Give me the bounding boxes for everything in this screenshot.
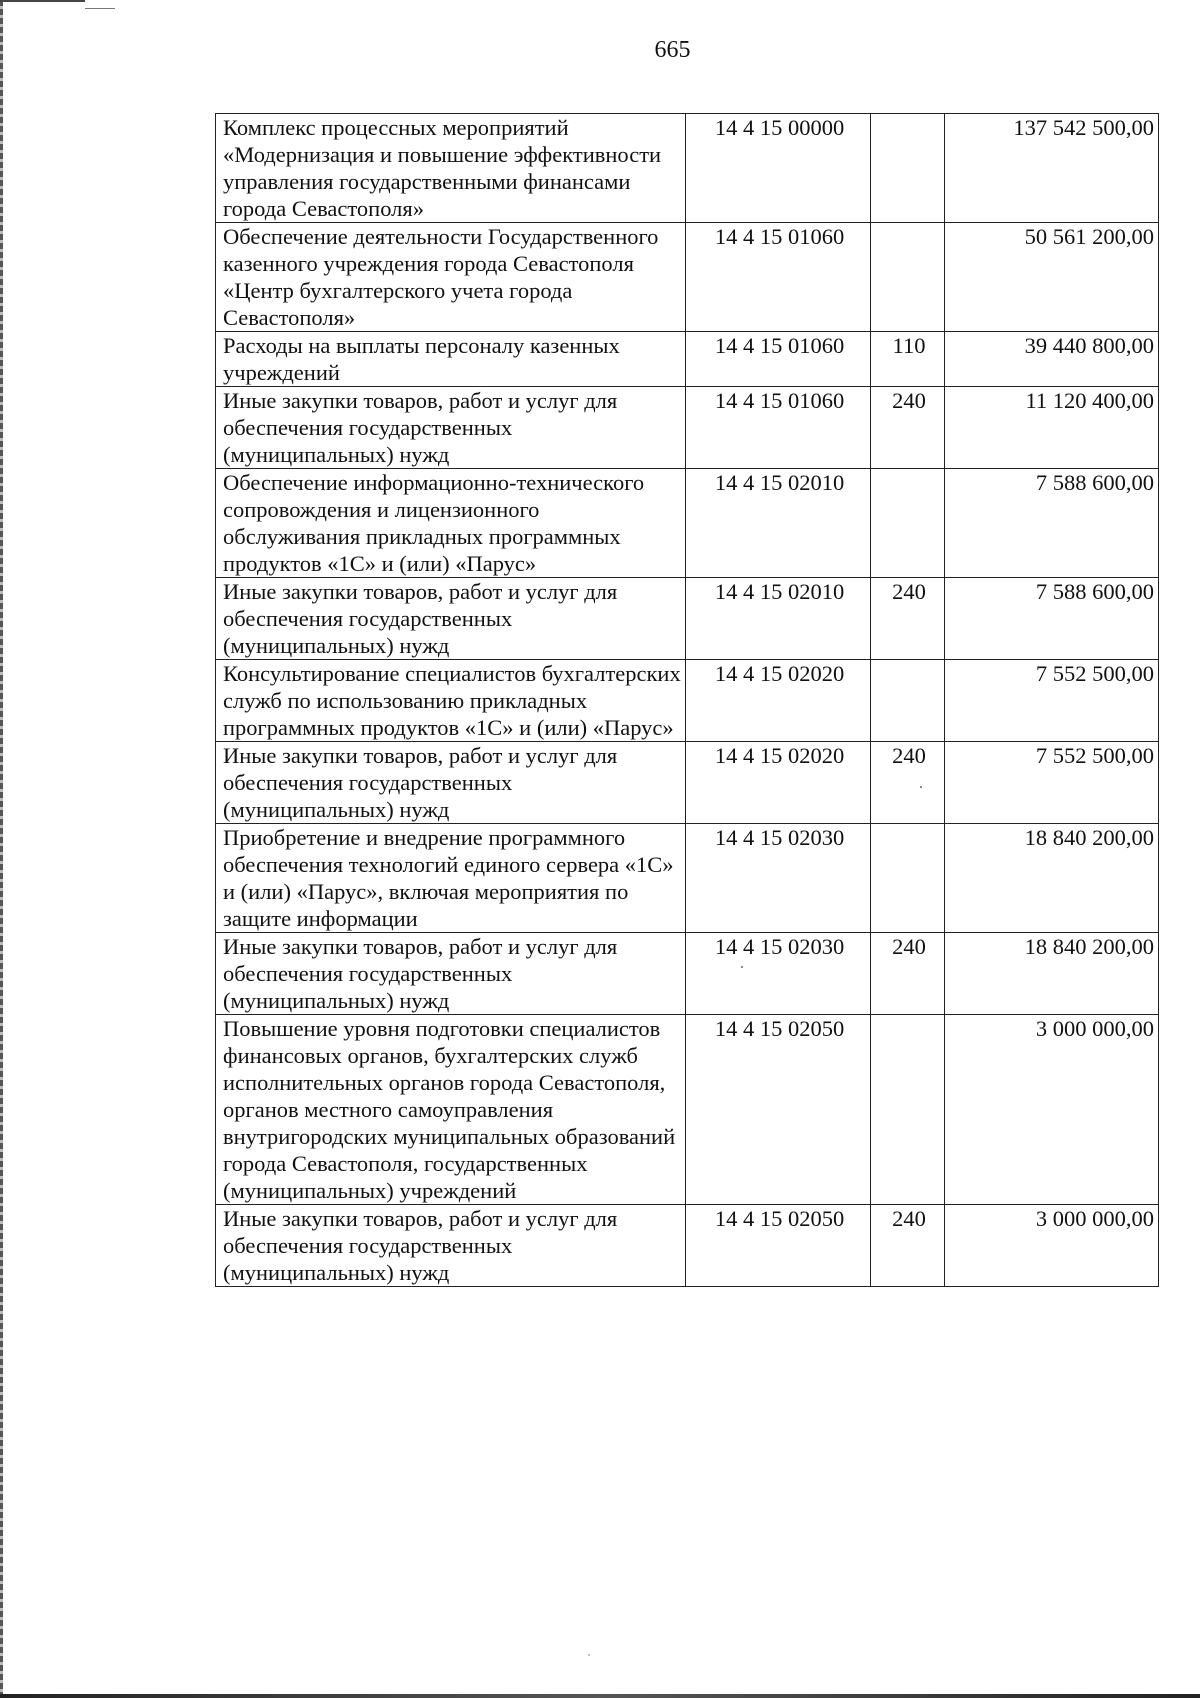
row-code: 14 4 15 01060: [686, 223, 871, 332]
row-expense-type: 240: [871, 1205, 945, 1287]
row-name: Комплекс процессных мероприятий «Модернизация и повышение эффективности управления государственными финансами города Севастополя»: [216, 114, 686, 223]
row-code: 14 4 15 01060: [686, 387, 871, 469]
row-name: Повышение уровня подготовки специалистов финансовых органов, бухгалтерских служб исполнительных органов города Севастополя, органов местного самоуправления внутригородских муниципальных образований города Севастополя, государственных (муниципальных) учреждений: [216, 1015, 686, 1205]
table-row: [216, 578, 1159, 660]
row-expense-type: [871, 223, 945, 332]
scan-speck: [741, 966, 743, 968]
row-expense-type: [871, 114, 945, 223]
row-sum: 18 840 200,00: [945, 824, 1159, 933]
scan-top-mark: [85, 8, 115, 9]
table-row: [216, 933, 1159, 1015]
row-code: 14 4 15 02050: [686, 1015, 871, 1205]
row-sum: 18 840 200,00: [945, 933, 1159, 1015]
row-code: 14 4 15 02050: [686, 1205, 871, 1287]
table-row: [216, 469, 1159, 578]
scan-speck: [588, 1654, 590, 1656]
row-sum: 50 561 200,00: [945, 223, 1159, 332]
row-code: 14 4 15 02010: [686, 469, 871, 578]
budget-table-body: [216, 114, 1159, 1287]
scan-bottom-edge: [0, 1694, 1200, 1698]
row-name: Иные закупки товаров, работ и услуг для обеспечения государственных (муниципальных) нужд: [216, 387, 686, 469]
scan-left-edge: [0, 0, 3, 1698]
row-code: 14 4 15 02030: [686, 824, 871, 933]
row-code: 14 4 15 02020: [686, 742, 871, 824]
row-sum: 7 552 500,00: [945, 660, 1159, 742]
table-row: [216, 332, 1159, 387]
table-row: [216, 1015, 1159, 1205]
row-expense-type: 240: [871, 933, 945, 1015]
table-row: [216, 223, 1159, 332]
row-name: Иные закупки товаров, работ и услуг для обеспечения государственных (муниципальных) нужд: [216, 1205, 686, 1287]
row-name: Приобретение и внедрение программного обеспечения технологий единого сервера «1С» и (или) «Парус», включая мероприятия по защите информации: [216, 824, 686, 933]
row-expense-type: 240: [871, 387, 945, 469]
row-code: 14 4 15 02020: [686, 660, 871, 742]
row-name: Консультирование специалистов бухгалтерских служб по использованию прикладных программных продуктов «1С» и (или) «Парус»: [216, 660, 686, 742]
row-sum: 3 000 000,00: [945, 1015, 1159, 1205]
table-row: [216, 387, 1159, 469]
row-sum: 7 588 600,00: [945, 469, 1159, 578]
page-number: 665: [654, 37, 691, 63]
row-name: Иные закупки товаров, работ и услуг для обеспечения государственных (муниципальных) нужд: [216, 578, 686, 660]
row-sum: 7 588 600,00: [945, 578, 1159, 660]
row-expense-type: [871, 660, 945, 742]
table-row: [216, 1205, 1159, 1287]
row-code: 14 4 15 02030: [686, 933, 871, 1015]
table-row: [216, 660, 1159, 742]
row-expense-type: [871, 469, 945, 578]
row-name: Обеспечение деятельности Государственного казенного учреждения города Севастополя «Центр бухгалтерского учета города Севастополя»: [216, 223, 686, 332]
table-row: [216, 742, 1159, 824]
row-expense-type: [871, 824, 945, 933]
table-row: [216, 824, 1159, 933]
row-name: Иные закупки товаров, работ и услуг для обеспечения государственных (муниципальных) нужд: [216, 933, 686, 1015]
row-expense-type: 240: [871, 578, 945, 660]
row-expense-type: 240: [871, 742, 945, 824]
row-code: 14 4 15 01060: [686, 332, 871, 387]
row-name: Иные закупки товаров, работ и услуг для обеспечения государственных (муниципальных) нужд: [216, 742, 686, 824]
row-sum: 11 120 400,00: [945, 387, 1159, 469]
row-sum: 137 542 500,00: [945, 114, 1159, 223]
row-name: Обеспечение информационно-технического сопровождения и лицензионного обслуживания прикладных программных продуктов «1С» и (или) «Парус»: [216, 469, 686, 578]
budget-table: [215, 113, 1159, 1287]
row-code: 14 4 15 02010: [686, 578, 871, 660]
row-name: Расходы на выплаты персоналу казенных учреждений: [216, 332, 686, 387]
page-number-wrapper: [0, 37, 1200, 64]
row-expense-type: [871, 1015, 945, 1205]
table-row: [216, 114, 1159, 223]
scan-speck: [920, 786, 922, 788]
row-code: 14 4 15 00000: [686, 114, 871, 223]
scan-top-line: [0, 0, 85, 2]
row-sum: 39 440 800,00: [945, 332, 1159, 387]
row-sum: 3 000 000,00: [945, 1205, 1159, 1287]
row-sum: 7 552 500,00: [945, 742, 1159, 824]
row-expense-type: 110: [871, 332, 945, 387]
